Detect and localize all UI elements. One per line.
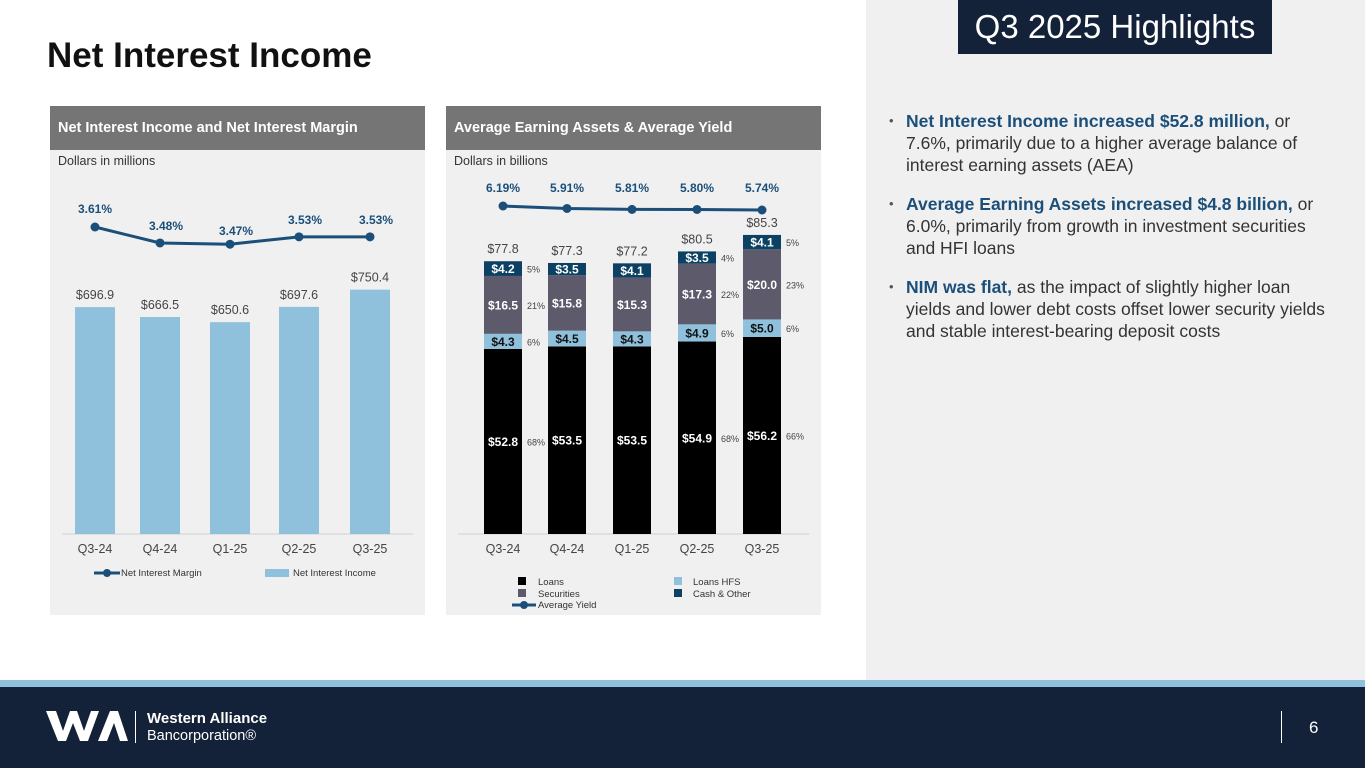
aea-chart-panel xyxy=(446,106,821,615)
yield-value-label: 5.74% xyxy=(744,181,780,195)
legend-cash-other-label: Cash & Other xyxy=(693,589,751,600)
x-tick-label: Q3-25 xyxy=(352,542,388,556)
aea-segment-label: $3.5 xyxy=(555,262,579,277)
aea-total-label: $77.3 xyxy=(551,243,583,258)
company-subtitle: Bancorporation® xyxy=(147,728,257,744)
aea-chart xyxy=(446,106,821,615)
legend-loans-hfs-label: Loans HFS xyxy=(693,577,741,588)
highlights-tab: Q3 2025 Highlights xyxy=(958,0,1272,54)
x-tick-label: Q3-24 xyxy=(485,542,521,556)
highlight-text xyxy=(906,276,1339,342)
aea-share-label: 5% xyxy=(527,264,541,275)
highlight-detail: or 6.0%, primarily from growth in investment securities and HFI loans xyxy=(906,194,1314,258)
aea-share-label: 6% xyxy=(786,324,800,335)
aea-segment-label: $54.9 xyxy=(681,431,713,446)
nim-point xyxy=(295,232,304,241)
nim-point xyxy=(91,223,100,232)
aea-panel-units: Dollars in billions xyxy=(454,154,548,168)
aea-segment-label: $4.3 xyxy=(620,332,644,347)
nim-value-label: 3.48% xyxy=(148,218,184,233)
legend-nii-swatch xyxy=(265,569,289,577)
aea-total-label: $85.3 xyxy=(746,215,778,230)
nii-bar xyxy=(210,322,250,534)
nii-value-label: $666.5 xyxy=(140,297,180,312)
aea-share-label: 68% xyxy=(721,433,740,444)
aea-share-label: 68% xyxy=(527,437,546,448)
aea-segment-label: $52.8 xyxy=(487,434,519,449)
nim-point xyxy=(366,232,375,241)
aea-share-label: 6% xyxy=(721,328,735,339)
nii-chart xyxy=(50,106,425,615)
page-title: Net Interest Income xyxy=(47,36,372,75)
highlight-bold: Average Earning Assets increased $4.8 billion, xyxy=(906,194,1293,214)
company-name: Western Alliance xyxy=(147,710,268,727)
aea-total-label: $80.5 xyxy=(681,232,713,247)
page-divider xyxy=(1281,711,1282,743)
yield-value-label: 5.91% xyxy=(549,181,585,195)
aea-segment-label: $4.1 xyxy=(750,235,774,250)
aea-segment-label: $15.8 xyxy=(551,296,583,311)
nii-value-label: $696.9 xyxy=(75,288,115,303)
aea-segment-label: $4.3 xyxy=(491,334,515,349)
nim-value-label: 3.47% xyxy=(218,224,254,239)
bullet-marker: • xyxy=(889,113,894,128)
nim-value-label: 3.53% xyxy=(358,212,394,227)
page-number: 6 xyxy=(1309,718,1319,737)
nii-panel-header: Net Interest Income and Net Interest Margin xyxy=(50,106,425,150)
nii-value-label: $650.6 xyxy=(210,303,250,318)
yield-point xyxy=(693,205,702,214)
legend-yield-label: Average Yield xyxy=(538,600,597,611)
x-tick-label: Q4-24 xyxy=(549,542,585,556)
x-tick-label: Q1-25 xyxy=(614,542,650,556)
aea-share-label: 4% xyxy=(721,253,735,264)
yield-point xyxy=(563,204,572,213)
x-tick-label: Q3-25 xyxy=(744,542,780,556)
x-tick-label: Q1-25 xyxy=(212,542,248,556)
nii-bar xyxy=(279,307,319,534)
aea-share-label: 66% xyxy=(786,431,805,442)
x-tick-label: Q2-25 xyxy=(281,542,317,556)
highlight-detail: or 7.6%, primarily due to a higher average balance of interest earning assets (AEA) xyxy=(906,111,1298,175)
aea-share-label: 5% xyxy=(786,238,800,249)
footer-stripe xyxy=(0,680,1365,687)
legend-securities-swatch xyxy=(518,589,526,597)
aea-segment-label: $56.2 xyxy=(746,428,778,443)
bullet-marker: • xyxy=(889,196,894,211)
highlight-text xyxy=(906,110,1339,176)
yield-point xyxy=(499,202,508,211)
aea-segment-label: $53.5 xyxy=(616,433,648,448)
aea-segment-label: $15.3 xyxy=(616,298,648,313)
legend-nim-label: Net Interest Margin xyxy=(121,568,202,579)
aea-segment-label: $4.5 xyxy=(555,332,579,347)
highlight-bold: NIM was flat, xyxy=(906,277,1012,297)
nii-bar xyxy=(140,317,180,534)
legend-loans-swatch xyxy=(518,577,526,585)
aea-segment-label: $5.0 xyxy=(750,321,774,336)
aea-segment-label: $4.9 xyxy=(685,326,709,341)
nim-value-label: 3.61% xyxy=(77,202,113,216)
yield-value-label: 6.19% xyxy=(485,181,521,195)
western-alliance-logo-icon xyxy=(46,710,128,742)
legend-yield-marker xyxy=(520,601,528,609)
aea-share-label: 23% xyxy=(786,280,805,291)
bullet-marker: • xyxy=(889,279,894,294)
aea-segment-label: $16.5 xyxy=(487,298,519,313)
aea-segment-label: $4.2 xyxy=(491,262,515,277)
legend-securities-label: Securities xyxy=(538,589,580,600)
x-tick-label: Q3-24 xyxy=(77,542,113,556)
highlights-list xyxy=(889,110,1339,359)
nii-value-label: $697.6 xyxy=(279,287,319,302)
aea-segment-label: $4.1 xyxy=(620,264,644,279)
aea-share-label: 6% xyxy=(527,337,541,348)
aea-segment-label: $17.3 xyxy=(681,287,713,302)
nii-bar xyxy=(350,290,390,534)
nim-point xyxy=(226,240,235,249)
nim-point xyxy=(156,238,165,247)
highlight-text xyxy=(906,193,1339,259)
aea-segment-label: $3.5 xyxy=(685,251,709,266)
nii-bar xyxy=(75,307,115,534)
yield-point xyxy=(758,206,767,215)
highlight-bold: Net Interest Income increased $52.8 million, xyxy=(906,111,1270,131)
nii-chart-panel xyxy=(50,106,425,615)
aea-share-label: 22% xyxy=(721,290,740,301)
legend-loans-hfs-swatch xyxy=(674,577,682,585)
nim-value-label: 3.53% xyxy=(287,212,323,227)
legend-nii-label: Net Interest Income xyxy=(293,568,376,579)
aea-share-label: 21% xyxy=(527,300,546,311)
yield-value-label: 5.81% xyxy=(614,181,650,195)
aea-segment-label: $20.0 xyxy=(746,277,778,292)
highlight-detail: as the impact of slightly higher loan yields and lower debt costs offset lower security yields and stable interest-bearing deposit costs xyxy=(906,277,1325,341)
logo-divider xyxy=(135,711,136,743)
yield-point xyxy=(628,205,637,214)
x-tick-label: Q2-25 xyxy=(679,542,715,556)
aea-segment-label: $53.5 xyxy=(551,433,583,448)
legend-nim-marker xyxy=(103,569,111,577)
x-tick-label: Q4-24 xyxy=(142,542,178,556)
nii-value-label: $750.4 xyxy=(350,270,390,285)
yield-value-label: 5.80% xyxy=(679,181,715,195)
highlight-item xyxy=(889,193,1339,259)
legend-loans-label: Loans xyxy=(538,577,564,588)
highlight-item xyxy=(889,276,1339,342)
highlight-item xyxy=(889,110,1339,176)
aea-total-label: $77.8 xyxy=(487,242,519,257)
aea-panel-header: Average Earning Assets & Average Yield xyxy=(446,106,821,150)
aea-total-label: $77.2 xyxy=(616,244,648,259)
nii-panel-units: Dollars in millions xyxy=(58,154,156,168)
legend-cash-other-swatch xyxy=(674,589,682,597)
